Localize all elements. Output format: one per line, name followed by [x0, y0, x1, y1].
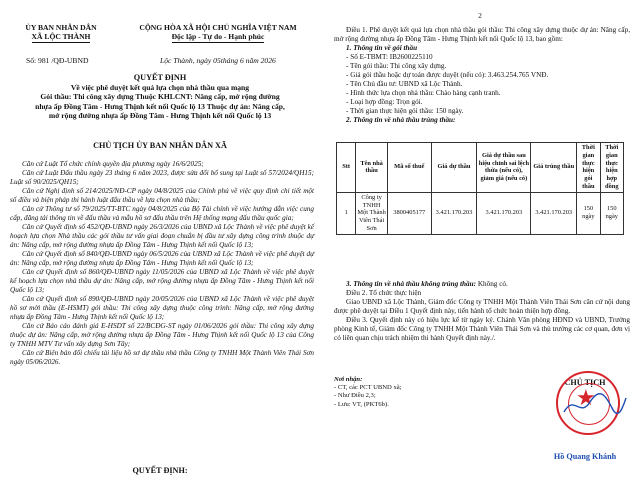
signature-icon	[560, 390, 630, 420]
table-header-cell: Thời gian thực hiện gói thầu	[577, 143, 600, 193]
table-cell: Công ty TNHH Một Thành Viên Thái Sơn	[356, 192, 388, 234]
article-1	[334, 26, 630, 125]
legal-basis: Căn cứ Quyết định số 452/QĐ-UBND ngày 26/3/2026 của UBND xã Lộc Thành về việc phê duyệt kế hoạch lựa chọn Nhà thầu các gói thầu tư vấn giai đoạn chuẩn bị đầu tư xây dựng công trình thuộc dự án: Nâng cấp, mở rộng đường nhựa ấp Đồng Tâm - Hưng Thịnh kết nối Quốc lộ 13;	[10, 223, 314, 249]
document-page-2	[320, 0, 640, 480]
table-header-cell: Tên nhà thầu	[356, 143, 388, 193]
table-cell: 3.421.170.203	[531, 192, 577, 234]
package-info-item: - Số E-TBMT: IB2600225110	[346, 53, 433, 61]
table-row	[337, 192, 624, 234]
agency-header	[6, 23, 116, 43]
package-info-item: - Thời gian thực hiện gói thầu: 150 ngày.	[346, 107, 464, 115]
decides-heading: QUYẾT ĐỊNH:	[132, 466, 188, 475]
section-3-title: 3. Thông tin về nhà thầu không trúng thầu:	[346, 280, 477, 288]
article-1-text: Điều 1. Phê duyệt kết quả lựa chọn nhà thầu gói thầu: Thi công xây dựng thuộc dự án: Nâng cấp, mở rộng đường nhựa ấp Đồng Tâm - Hưng Thịnh kết nối Quốc lộ 13, bao gồm:	[334, 26, 630, 43]
legal-basis: Căn cứ Quyết định số 840/QĐ-UBND ngày 06/5/2026 của UBND xã Lộc Thành về việc phê duyệt dự án: Nâng cấp, mở rộng đường nhựa ấp Đồng Tâm - Hưng Thịnh kết nối Quốc lộ 13;	[10, 250, 314, 267]
package-info-item: - Tên Chủ đầu tư: UBND xã Lộc Thành.	[346, 80, 463, 88]
decision-subject	[4, 83, 316, 121]
subject-line: Về việc phê duyệt kết quả lựa chọn nhà thầu qua mạng	[70, 83, 250, 92]
table-header-cell: Thời gian thực hiện hợp đồng	[600, 143, 623, 193]
legal-basis: Căn cứ Quyết định số 860/QĐ-UBND ngày 11/05/2026 của UBND xã Lộc Thành về việc phê duyệt kế hoạch lựa chọn nhà thầu dự án: Nâng cấp, mở rộng đường nhựa ấp Đồng Tâm - Hưng Thịnh kết nối Quốc lộ 13;	[10, 268, 314, 294]
article-3-text: Điều 3. Quyết định này có hiệu lực kể từ ngày ký. Chánh Văn phòng HĐND và UBND, Trưởng phòng Kinh tế, Giám đốc Công ty TNHH Một Thành Viên Thái Sơn và thủ trưởng các cơ quan, đơn vị có liên quan chịu trách nhiệm thi hành Quyết định này./.	[334, 316, 630, 342]
winning-bidder-table	[336, 142, 624, 235]
articles-2-3	[334, 280, 630, 343]
package-info-item: - Loại hợp đồng: Trọn gói.	[346, 98, 423, 106]
package-info-item: - Giá gói thầu hoặc dự toán được duyệt (nếu có): 3.463.254.765 VNĐ.	[346, 71, 549, 79]
table-header-cell: Giá dự thầu sau hiệu chỉnh sai lệch thừa (nếu có), giảm giá (nếu có)	[477, 143, 531, 193]
table-cell: 150 ngày	[600, 192, 623, 234]
table-cell: 3.421.170.203	[477, 192, 531, 234]
package-info-item: - Hình thức lựa chọn nhà thầu: Chào hàng cạnh tranh.	[346, 89, 501, 97]
agency-line-2: XÃ LỘC THÀNH	[31, 32, 91, 42]
article-2-text: Giao UBND xã Lộc Thành, Giám đốc Công ty TNHH Một Thành Viên Thái Sơn căn cứ nội dung được phê duyệt tại Điều 1 Quyết định này, tiến hành tổ chức hoàn thiện hợp đồng.	[334, 298, 630, 315]
national-header	[120, 23, 316, 43]
recipient-item: - CT, các PCT UBND xã;	[334, 384, 402, 392]
table-header-cell: Giá trúng thầu	[531, 143, 577, 193]
subject-line: nhựa ấp Đồng Tâm - Hưng Thịnh kết nối Quốc lộ 13 Thuộc dự án: Nâng cấp,	[35, 101, 285, 111]
seal-star-icon: ★	[576, 385, 596, 410]
recipients-title: Nơi nhận:	[334, 376, 363, 383]
legal-basis: Căn cứ Nghị định số 214/2025/NĐ-CP ngày 04/8/2025 của Chính phủ về việc quy định chi tiết một số điều và biện pháp thi hành luật đấu thầu về lựa chọn nhà thầu;	[10, 187, 314, 204]
signer-role: CHỦ TỊCH	[564, 378, 606, 387]
recipient-item: - Lưu: VT, (PKT6b).	[334, 400, 389, 408]
table-cell: 3.421.170.203	[431, 192, 477, 234]
nation-line-2: Độc lập - Tự do - Hạnh phúc	[171, 32, 265, 42]
agency-line-1: ỦY BAN NHÂN DÂN	[25, 23, 97, 32]
article-2-title: Điều 2. Tổ chức thực hiện	[346, 289, 422, 297]
table-cell: 150 ngày	[577, 192, 600, 234]
signer-name: Hồ Quang Khánh	[553, 452, 617, 461]
recipient-item: - Như Điều 2,3;	[334, 392, 376, 400]
legal-basis: Căn cứ Biên bản đối chiếu tài liệu hồ sơ dự thầu nhà thầu Công ty TNHH Một Thành Viên Thái Sơn ngày 05/06/2026.	[10, 349, 314, 366]
decision-title: QUYẾT ĐỊNH	[133, 73, 187, 82]
legal-basis: Căn cứ Thông tư số 79/2025/TT-BTC ngày 04/8/2025 của Bộ Tài chính về việc hướng dẫn việc cung cấp, đăng tải thông tin về đấu thầu và mẫu hồ sơ đấu thầu trên Hệ thống mạng đấu thầu quốc gia;	[10, 205, 314, 222]
table-header-cell: Giá dự thầu	[431, 143, 477, 193]
subject-line: Gói thầu: Thi công xây dựng Thuộc KHLCNT: Nâng cấp, mở rộng đường	[40, 92, 280, 102]
page-number: 2	[478, 12, 482, 20]
nation-line-1: CỘNG HÒA XÃ HỘI CHỦ NGHĨA VIỆT NAM	[139, 23, 297, 32]
table-header-cell: Stt	[337, 143, 356, 193]
legal-basis: Căn cứ Luật Tổ chức chính quyền địa phương ngày 16/6/2025;	[22, 160, 204, 168]
table-cell: 3800405177	[387, 192, 431, 234]
legal-basis: Căn cứ Luật Đấu thầu ngày 23 tháng 6 năm 2023, được sửa đổi bổ sung tại Luật số 57/2024/QH15; Luật số 90/2025/QH15;	[10, 169, 314, 186]
table-header-cell: Mã số thuế	[387, 143, 431, 193]
section-2-title: 2. Thông tin về nhà thầu trúng thầu:	[346, 116, 456, 124]
section-3	[334, 280, 630, 289]
legal-basis: Căn cứ Quyết định số 890/QĐ-UBND ngày 20/05/2026 của UBND xã Lộc Thành về việc phê duyệt hồ sơ mời thầu (E-HSMT) gói thầu: Thi công xây dựng thuộc công trình: Nâng cấp, mở rộng đường nhựa ấp Đồng Tâm - Hưng Thịnh kết nối Quốc lộ 13;	[10, 295, 314, 321]
legal-basis: Căn cứ Báo cáo đánh giá E-HSDT số 22/BCĐG-ST ngày 01/06/2026 gói thầu: Thi công xây dựng thuộc dự án: Nâng cấp, mở rộng đường nhựa ấp Đồng Tâm - Hưng Thịnh kết nối Quốc lộ 13 của Công ty TNHH MTV Tư vấn xây dựng Sơn Tây;	[10, 322, 314, 348]
package-info-item: - Tên gói thầu: Thi công xây dựng.	[346, 62, 447, 70]
place-date: Lộc Thành, ngày 05tháng 6 năm 2026	[160, 56, 276, 65]
document-number: Số: 981 /QĐ-UBND	[26, 56, 89, 65]
legal-bases	[10, 160, 314, 367]
section-3-value: Không có.	[477, 280, 508, 288]
section-1-title: 1. Thông tin về gói thầu	[346, 44, 418, 52]
table-header-row	[337, 143, 624, 193]
table-cell: 1	[337, 192, 356, 234]
subject-line: mở rộng đường nhựa ấp Đồng Tâm - Hưng Thịnh kết nối Quốc lộ 13	[48, 111, 272, 121]
recipients-block	[334, 376, 454, 409]
authority-heading: CHỦ TỊCH ỦY BAN NHÂN DÂN XÃ	[93, 141, 227, 150]
